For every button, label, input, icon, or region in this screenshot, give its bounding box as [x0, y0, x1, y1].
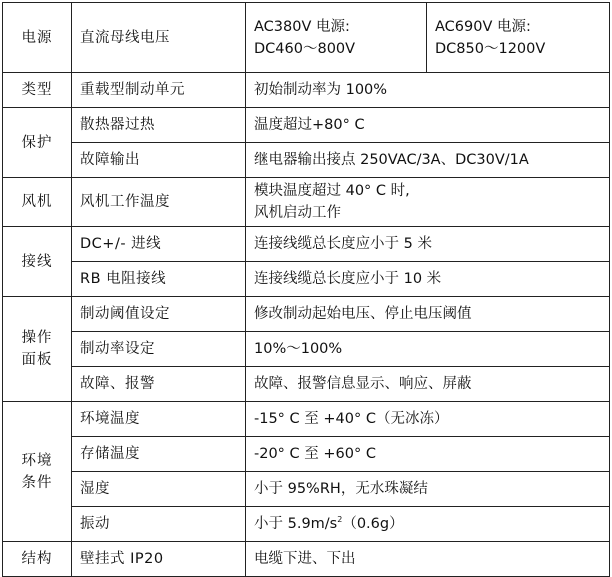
fan-temp-line2: 风机启动工作: [254, 205, 341, 221]
row-panel-threshold: [3, 297, 610, 332]
ac690-label: AC690V 电源:: [435, 18, 531, 35]
vibration-tail: （0.6g）: [342, 516, 404, 532]
vibration-main: 小于 5.9m/s: [254, 516, 338, 532]
group-env: 环境 条件: [3, 402, 72, 542]
row-env-ambient: [3, 402, 610, 437]
spec-table: [2, 2, 610, 577]
ac380-range: DC460～800V: [254, 40, 356, 57]
group-power: 电源: [3, 3, 72, 73]
value-rb-resistor: 连接线缆总长度应小于 10 米: [246, 262, 610, 297]
value-cable-entry: 电缆下进、下出: [246, 542, 610, 577]
row-protect-fault: [3, 143, 610, 178]
ac380-label: AC380V 电源:: [254, 18, 350, 35]
item-rb-resistor: RB 电阻接线: [72, 262, 246, 297]
item-dc-bus-voltage: 直流母线电压: [72, 3, 246, 73]
row-wiring-dc: [3, 227, 610, 262]
value-storage-temp: -20° C 至 +60° C: [246, 437, 610, 472]
fan-temp-line1: 模块温度超过 40° C 时,: [254, 183, 410, 199]
row-panel-alarm: [3, 367, 610, 402]
row-wiring-rb: [3, 262, 610, 297]
item-wall-mount: 壁挂式 IP20: [72, 542, 246, 577]
vibration-exponent: 2: [337, 515, 343, 525]
row-type: [3, 73, 610, 108]
value-initial-braking-rate: 初始制动率为 100%: [246, 73, 610, 108]
value-ambient-temp: -15° C 至 +40° C（无冰冻）: [246, 402, 610, 437]
item-fan-temp: 风机工作温度: [72, 178, 246, 227]
row-fan: [3, 178, 610, 227]
row-env-vibration: [3, 507, 610, 542]
value-fan-temp: [246, 178, 610, 227]
item-heavy-duty-unit: 重载型制动单元: [72, 73, 246, 108]
group-protect: 保护: [3, 108, 72, 178]
group-panel: 操作 面板: [3, 297, 72, 402]
value-humidity: 小于 95%RH，无水珠凝结: [246, 472, 610, 507]
row-env-storage: [3, 437, 610, 472]
item-rate-setting: 制动率设定: [72, 332, 246, 367]
group-wiring: 接线: [3, 227, 72, 297]
group-fan: 风机: [3, 178, 72, 227]
row-protect-heatsink: [3, 108, 610, 143]
row-struct: [3, 542, 610, 577]
item-dc-input: DC+/- 进线: [72, 227, 246, 262]
value-ac380: [246, 3, 427, 73]
item-storage-temp: 存储温度: [72, 437, 246, 472]
value-rate-setting: 10%～100%: [246, 332, 610, 367]
item-fault-alarm: 故障、报警: [72, 367, 246, 402]
item-heatsink-overheat: 散热器过热: [72, 108, 246, 143]
value-dc-input: 连接线缆总长度应小于 5 米: [246, 227, 610, 262]
group-type: 类型: [3, 73, 72, 108]
value-heatsink-overheat: 温度超过+80° C: [246, 108, 610, 143]
row-env-humidity: [3, 472, 610, 507]
value-threshold-setting: 修改制动起始电压、停止电压阈值: [246, 297, 610, 332]
item-ambient-temp: 环境温度: [72, 402, 246, 437]
value-fault-alarm: 故障、报警信息显示、响应、屏蔽: [246, 367, 610, 402]
item-humidity: 湿度: [72, 472, 246, 507]
value-fault-output: 继电器输出接点 250VAC/3A、DC30V/1A: [246, 143, 610, 178]
ac690-range: DC850～1200V: [435, 40, 546, 57]
group-struct: 结构: [3, 542, 72, 577]
row-panel-rate: [3, 332, 610, 367]
item-threshold-setting: 制动阈值设定: [72, 297, 246, 332]
value-vibration: [246, 507, 610, 542]
value-ac690: [427, 3, 610, 73]
item-vibration: 振动: [72, 507, 246, 542]
row-power: [3, 3, 610, 73]
item-fault-output: 故障输出: [72, 143, 246, 178]
